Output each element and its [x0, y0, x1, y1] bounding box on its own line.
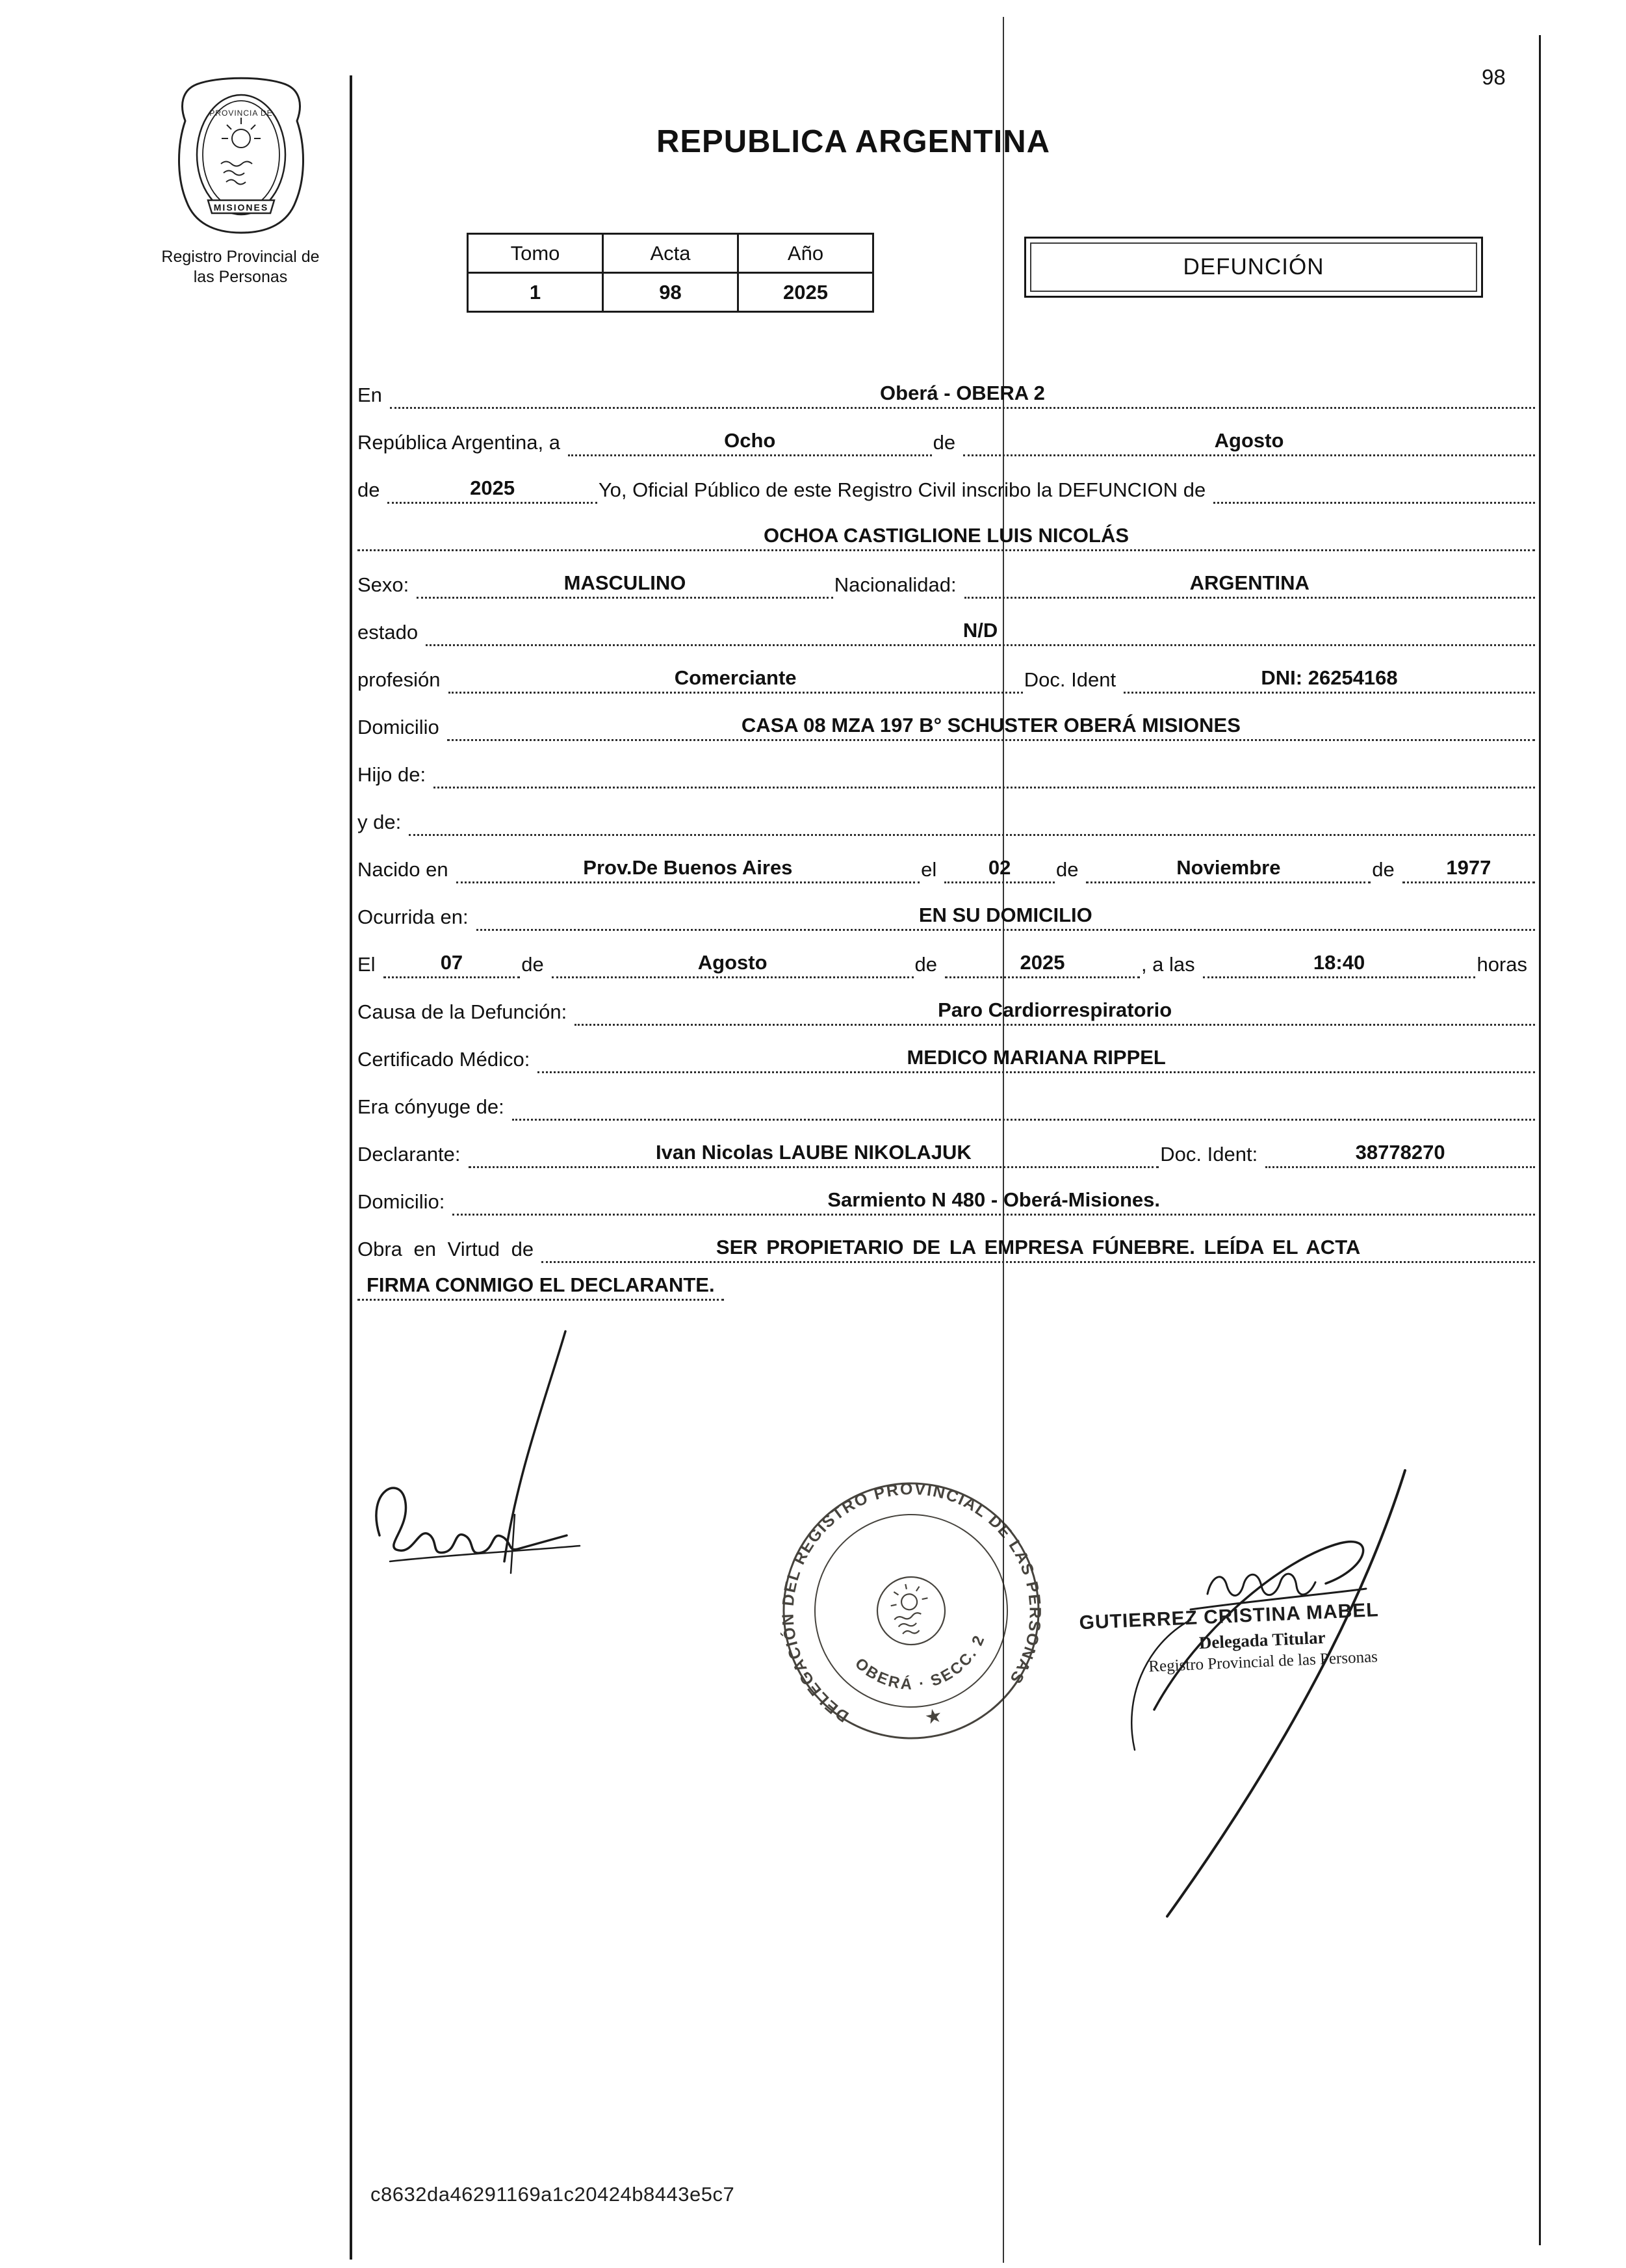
registry-header-acta: Acta [603, 234, 738, 273]
official-org: Registro Provincial de las Personas [1148, 1648, 1378, 1676]
field-label: de [357, 478, 380, 501]
field-label: Obra en Virtud de [357, 1238, 534, 1260]
field-value: MEDICO MARIANA RIPPEL [907, 1046, 1166, 1069]
field-value: N/D [962, 619, 998, 642]
field-label: Declarante: [357, 1143, 461, 1166]
field-label: de [914, 953, 937, 976]
dotted-field [574, 998, 1535, 1026]
page-number: 98 [1482, 65, 1506, 89]
field-label: horas [1477, 953, 1527, 976]
field-value: EN SU DOMICILIO [918, 904, 1092, 926]
form-row [357, 361, 1535, 409]
field-label: de [1056, 858, 1079, 881]
act-type-box [1024, 237, 1483, 298]
form-row [357, 931, 1535, 978]
field-value: Agosto [1214, 429, 1284, 452]
field-value: MASCULINO [563, 571, 686, 594]
field-label: Causa de la Defunción: [357, 1000, 567, 1023]
field-label: Nacido en [357, 858, 448, 881]
field-value: 18:40 [1313, 951, 1365, 974]
field-label: Hijo de: [357, 763, 426, 786]
stamp-ring-text: DELEGACIÓN DEL REGISTRO PROVINCIAL DE LAS PERSONAS [779, 1479, 1044, 1726]
dotted-field [417, 571, 832, 599]
field-value: Comerciante [674, 666, 797, 689]
registry-value-anio: 2025 [738, 273, 873, 312]
registry-value-acta: 98 [603, 273, 738, 312]
dotted-field [452, 1188, 1535, 1216]
field-value: FIRMA CONMIGO EL DECLARANTE. [367, 1273, 715, 1296]
field-label: el [921, 858, 937, 881]
dotted-field [537, 1046, 1535, 1073]
form-row [357, 456, 1535, 504]
form-row [357, 409, 1535, 456]
dotted-field [448, 666, 1023, 694]
dotted-field [426, 619, 1535, 646]
stamp-crest-icon [871, 1571, 951, 1650]
field-value: Noviembre [1176, 856, 1281, 879]
field-label: estado [357, 621, 419, 644]
field-label: Certificado Médico: [357, 1048, 530, 1071]
emblem-bottom-text: MISIONES [213, 202, 269, 213]
svg-text:OBERÁ · SECC. 2 [849, 1628, 997, 1706]
form-row [357, 599, 1535, 646]
dotted-field [383, 951, 521, 978]
form-row [357, 1121, 1535, 1168]
field-value: 2025 [470, 476, 515, 499]
dotted-field [357, 524, 1535, 551]
dotted-field [1124, 666, 1535, 694]
field-label: Sexo: [357, 573, 409, 596]
form-row [357, 883, 1535, 931]
field-value: 1977 [1446, 856, 1491, 879]
field-label: El [357, 953, 376, 976]
declarant-signature [376, 1331, 580, 1573]
field-label: Yo, Oficial Público de este Registro Civil inscribo la DEFUNCION de [598, 478, 1206, 501]
field-label: de [933, 431, 956, 454]
field-label: Doc. Ident: [1160, 1143, 1258, 1166]
form-row [357, 1216, 1535, 1263]
document-title: REPUBLICA ARGENTINA [656, 124, 1051, 159]
dotted-field [552, 951, 914, 978]
field-label: , a las [1141, 953, 1195, 976]
dotted-field [1402, 856, 1535, 883]
field-label: Era cónyuge de: [357, 1095, 504, 1118]
field-label: Ocurrida en: [357, 906, 469, 928]
dotted-field [447, 714, 1535, 741]
field-value: SER PROPIETARIO DE LA EMPRESA FÚNEBRE. LEÍDA EL ACTA [716, 1236, 1361, 1258]
field-value: 38778270 [1355, 1141, 1445, 1164]
field-value: OCHOA CASTIGLIONE LUIS NICOLÁS [763, 524, 1129, 547]
field-value: 2025 [1020, 951, 1065, 974]
form-row [357, 1168, 1535, 1216]
form-row [357, 836, 1535, 883]
dotted-field [476, 904, 1535, 931]
field-label: y de: [357, 811, 402, 833]
act-type-label: DEFUNCIÓN [1183, 254, 1324, 280]
field-label: de [1372, 858, 1395, 881]
form-row [357, 551, 1535, 599]
form-row [357, 1263, 1535, 1301]
official-signature [1131, 1470, 1405, 1916]
dotted-field [357, 1273, 724, 1301]
registry-caption-line1: Registro Provincial de [161, 248, 320, 266]
form-row [357, 1026, 1535, 1073]
registry-value-tomo: 1 [468, 273, 603, 312]
dotted-field [1265, 1141, 1535, 1168]
field-value: ARGENTINA [1189, 571, 1310, 594]
dotted-field [945, 951, 1140, 978]
field-value: Prov.De Buenos Aires [583, 856, 793, 879]
dotted-field [456, 856, 920, 883]
official-name: GUTIERREZ CRISTINA MABEL [1079, 1599, 1380, 1634]
field-value: 02 [988, 856, 1011, 879]
dotted-field [568, 429, 932, 456]
stamp-star-icon: ★ [923, 1704, 945, 1729]
dotted-field [512, 1117, 1535, 1121]
field-label: Doc. Ident [1024, 668, 1116, 691]
field-value: Oberá - OBERA 2 [880, 382, 1045, 404]
stamp-inner-text: OBERÁ · SECC. 2 [851, 1631, 989, 1694]
field-value: Ivan Nicolas LAUBE NIKOLAJUK [656, 1141, 972, 1164]
form-row [357, 504, 1535, 551]
dotted-field [409, 832, 1535, 836]
dotted-field [1213, 500, 1535, 504]
registry-table [467, 233, 874, 313]
dotted-field [963, 429, 1535, 456]
field-label: de [521, 953, 544, 976]
dotted-field [390, 382, 1535, 409]
field-label: Nacionalidad: [834, 573, 957, 596]
dotted-field [1203, 951, 1476, 978]
form-row [357, 741, 1535, 789]
field-value: Sarmiento N 480 - Oberá-Misiones. [827, 1188, 1160, 1211]
field-value: Agosto [697, 951, 768, 974]
field-label: profesión [357, 668, 441, 691]
field-label: Domicilio: [357, 1190, 445, 1213]
field-label: República Argentina, a [357, 431, 560, 454]
dotted-field [469, 1141, 1159, 1168]
form-rows [357, 361, 1535, 1301]
dotted-field [433, 785, 1535, 789]
registry-table-header-row [468, 234, 873, 273]
form-row [357, 789, 1535, 836]
dotted-field [541, 1236, 1535, 1263]
registry-round-stamp [753, 1455, 1067, 1764]
field-value: 07 [440, 951, 463, 974]
field-value: Paro Cardiorrespiratorio [938, 998, 1172, 1021]
field-value: DNI: 26254168 [1261, 666, 1398, 689]
field-value: Ocho [724, 429, 776, 452]
dotted-field [1086, 856, 1371, 883]
registry-caption-line2: las Personas [193, 268, 288, 287]
form-row [357, 694, 1535, 741]
provincial-coat-of-arms-icon [170, 73, 312, 241]
form-row [357, 646, 1535, 694]
emblem-top-text: PROVINCIA DE [209, 109, 273, 118]
dotted-field [964, 571, 1535, 599]
form-row [357, 978, 1535, 1026]
registry-header-anio: Año [738, 234, 873, 273]
field-value: CASA 08 MZA 197 B° SCHUSTER OBERÁ MISIONES [741, 714, 1241, 736]
registry-header-tomo: Tomo [468, 234, 603, 273]
official-title: Delegada Titular [1198, 1627, 1326, 1653]
field-label: En [357, 384, 382, 406]
registry-caption [130, 247, 351, 288]
dotted-field [944, 856, 1055, 883]
document-hash: c8632da46291169a1c20424b8443e5c7 [370, 2183, 735, 2206]
registry-table-value-row [468, 273, 873, 312]
field-label: Domicilio [357, 716, 439, 738]
form-row [357, 1073, 1535, 1121]
dotted-field [387, 476, 597, 504]
